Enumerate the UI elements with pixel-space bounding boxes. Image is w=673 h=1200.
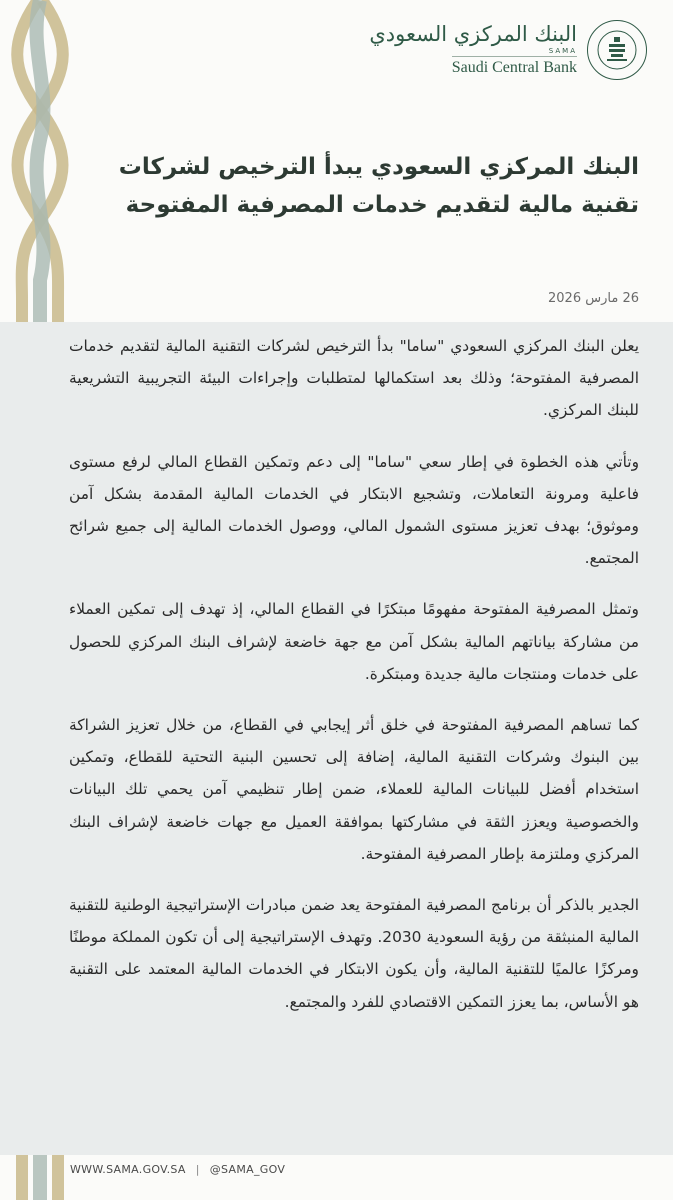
bank-name-english: Saudi Central Bank: [452, 56, 577, 77]
footer-separator: |: [195, 1163, 200, 1176]
bank-logotype: [369, 23, 577, 77]
social-handle-link[interactable]: @SAMA_GOV: [209, 1163, 286, 1176]
bank-header: [369, 20, 647, 80]
sama-emblem-icon: [587, 20, 647, 80]
article-body: [69, 330, 639, 1037]
article-title: البنك المركزي السعودي يبدأ الترخيص لشركات تقنية مالية لتقديم خدمات المصرفية المفتوحة: [118, 154, 639, 218]
paragraph: كما تساهم المصرفية المفتوحة في خلق أثر إيجابي في القطاع، من خلال تعزيز الشراكة بين البنوك وشركات التقنية المالية، إضافة إلى تحسين البنية التحتية للقطاع، وتمكين استخدام أفضل للبيانات المالية للعملاء، ضمن إطار تنظيمي آمن يحمي تلك البيانات والخصوصية ويعزز الثقة في مشاركتها بموافقة العميل مع جهات خاضعة لإشراف البنك المركزي وملتزمة بإطار المصرفية المفتوحة.: [69, 716, 639, 863]
bank-name-arabic: البنك المركزي السعودي: [369, 21, 577, 46]
paragraph: الجدير بالذكر أن برنامج المصرفية المفتوحة يعد ضمن مبادرات الإستراتيجية الوطنية للتقنية المالية المنبثقة من رؤية السعودية 2030. وتهدف الإستراتيجية إلى أن تكون المملكة موطنًا ومركزًا عالميًا للتقنية المالية، وأن يكون الابتكار في الخدمات المالية المعتمد على التقنية هو الأساس، بما يعزز التمكين الاقتصادي للفرد والمجتمع.: [69, 896, 639, 1011]
paragraph: وتأتي هذه الخطوة في إطار سعي "ساما" إلى دعم وتمكين القطاع المالي لرفع مستوى فاعلية ومرونة التعاملات، وتشجيع الابتكار في الخدمات المالية المقدمة بشكل آمن وموثوق؛ بهدف تعزيز مستوى الشمول المالي، ووصول الخدمات المالية إلى جميع شرائح المجتمع.: [69, 452, 639, 568]
bank-abbreviation: SAMA: [548, 47, 577, 56]
article-date: 26 مارس 2026: [548, 291, 639, 306]
paragraph: وتمثل المصرفية المفتوحة مفهومًا مبتكرًا في القطاع المالي، إذ تهدف إلى تمكين العملاء من مشاركة بياناتهم المالية بشكل آمن مع جهة خاضعة لإشراف البنك المركزي للحصول على خدمات ومنتجات مالية جديدة ومبتكرة.: [69, 600, 639, 683]
website-link[interactable]: WWW.SAMA.GOV.SA: [70, 1163, 186, 1176]
footer: [70, 1163, 285, 1176]
paragraph: يعلن البنك المركزي السعودي "ساما" بدأ الترخيص لشركات التقنية المالية لتقديم خدمات المصرفية المفتوحة؛ وذلك بعد استكمالها لمتطلبات وإجراءات البيئة التجريبية التشريعية للبنك المركزي.: [69, 337, 639, 420]
